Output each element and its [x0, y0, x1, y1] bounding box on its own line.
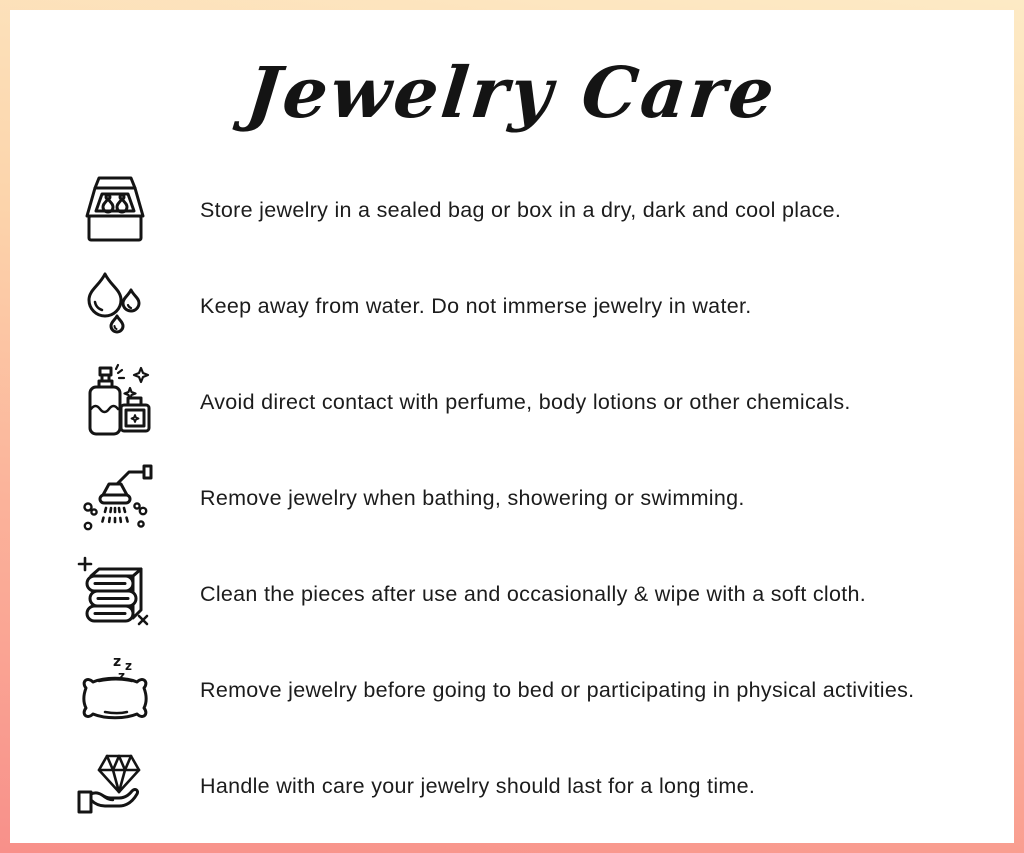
care-item-text: Handle with care your jewelry should last for a long time.	[200, 773, 756, 798]
list-item	[10, 162, 1014, 258]
care-card	[10, 10, 1014, 843]
list-item	[10, 258, 1014, 354]
care-item-text: Avoid direct contact with perfume, body lotions or other chemicals.	[200, 389, 851, 414]
care-item-text: Remove jewelry before going to bed or participating in physical activities.	[200, 677, 915, 702]
care-item-text: Store jewelry in a sealed bag or box in a dry, dark and cool place.	[200, 197, 842, 222]
svg-text:z: z	[113, 654, 122, 670]
hand-diamond-icon	[40, 746, 190, 826]
svg-text:z: z	[118, 669, 125, 683]
svg-text:z: z	[125, 659, 132, 673]
care-item-text: Clean the pieces after use and occasionally & wipe with a soft cloth.	[200, 581, 867, 606]
folded-cloth-icon	[40, 554, 190, 634]
list-item	[10, 738, 1014, 834]
pillow-icon	[40, 650, 190, 730]
jewelry-box-icon	[40, 170, 190, 250]
page-title: Jewelry Care	[242, 50, 782, 134]
water-drops-icon	[40, 266, 190, 346]
list-item	[10, 546, 1014, 642]
list-item	[10, 450, 1014, 546]
shower-head-icon	[40, 458, 190, 538]
perfume-bottle-icon	[40, 362, 190, 442]
list-item	[10, 642, 1014, 738]
care-list	[10, 162, 1014, 834]
list-item	[10, 354, 1014, 450]
care-item-text: Remove jewelry when bathing, showering or swimming.	[200, 485, 745, 510]
care-item-text: Keep away from water. Do not immerse jewelry in water.	[200, 293, 752, 318]
